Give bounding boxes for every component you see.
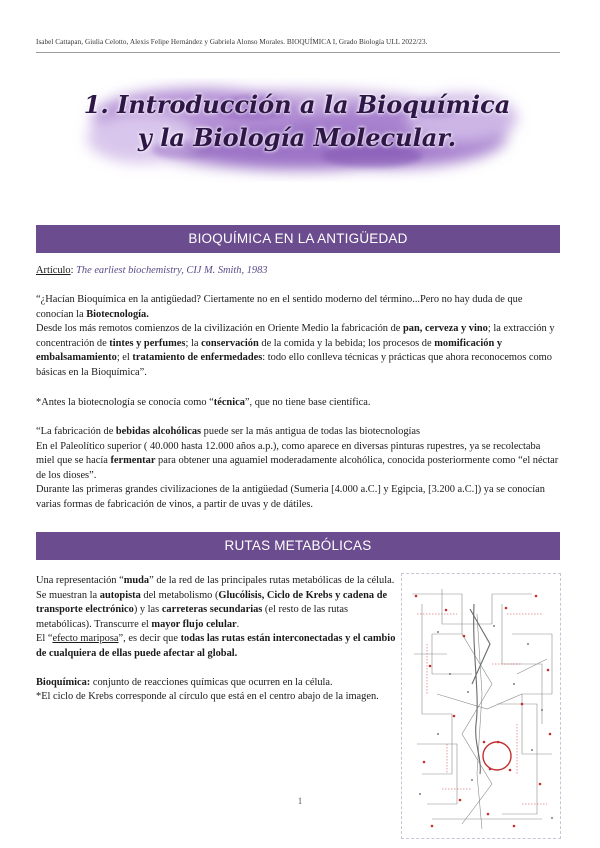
p1-text-4: ; la — [185, 337, 202, 349]
paragraph-biotecnologia — [36, 293, 560, 380]
p1-text-1: “¿Hacían Bioquímica en la antigüedad? Ciertamente no en el sentido moderno del término...Pero no hay duda de que conocían la — [36, 294, 523, 320]
p1-bold-5: momificación y embalsamamiento — [36, 337, 503, 363]
rutas-bold-muda: muda — [123, 575, 150, 586]
article-reference: The earliest biochemistry, CIJ M. Smith, 1983 — [76, 265, 268, 276]
p1-bold-6: tratamiento de enfermedades — [132, 352, 263, 363]
article-label: Artículo — [36, 265, 71, 276]
paragraph-bebidas — [36, 425, 560, 512]
p1-bold-3: tintes y perfumes — [109, 337, 186, 349]
p3-text-3: En el Paleolítico superior ( 40.000 hasta 12.000 años a.p.), como aparece en diversas pinturas rupestres, ya se recolectaba miel que se hacía — [36, 440, 541, 466]
article-citation — [36, 264, 560, 279]
rutas-bold-carreteras: carreteras secundarias — [161, 604, 263, 615]
rutas-paragraph-2 — [36, 589, 398, 633]
p1-text-3: ; la extracción y concentración de — [36, 323, 555, 349]
rutas-text-2c: del metabolismo ( — [140, 589, 219, 601]
section-heading-rutas: RUTAS METABÓLICAS — [36, 532, 560, 560]
p3-text-2: puede ser la más antigua de todas las biotecnologías — [201, 426, 421, 437]
rutas-paragraph-1 — [36, 574, 398, 589]
p1-bold-4: conservación — [201, 337, 259, 349]
rutas-paragraph-5: *El ciclo de Krebs corresponde al círculo que está en el centro abajo de la imagen. — [36, 691, 379, 702]
p3-bold-2: fermentar — [110, 455, 156, 466]
p1-bold-2: pan, cerveza y vino — [403, 323, 488, 334]
article-separator: : — [70, 265, 77, 276]
header-divider — [36, 52, 560, 53]
p1-text-6: ; el — [116, 352, 133, 363]
rutas-bold-interconectadas: todas las rutas están interconectadas y el cambio de cualquiera de ellas puede afectar al global. — [36, 633, 396, 659]
p1-text-7: : todo ello conlleva técnicas y prácticas que ahora reconocemos como básicas en la Bioquímica”. — [36, 352, 552, 378]
title-line-2: y la Biología Molecular. — [137, 123, 457, 152]
p1-text-5: de la comida y la bebida; los procesos de — [258, 337, 435, 349]
p1-bold-1: Biotecnología. — [86, 308, 149, 320]
document-title — [62, 88, 532, 154]
rutas-text-block — [36, 574, 398, 705]
rutas-text-3c: ”, es decir que — [118, 633, 181, 644]
paragraph-tecnica — [36, 396, 560, 411]
section-heading-antiguedad: BIOQUÍMICA EN LA ANTIGÜEDAD — [36, 225, 560, 253]
rutas-text-2g: (el resto de las rutas metabólicas). Transcurre el — [36, 604, 349, 630]
p2-text-2: ”, que no tiene base científica. — [244, 397, 371, 408]
p2-bold-1: técnica — [213, 397, 245, 408]
rutas-text-2a: Se muestran la — [36, 589, 100, 601]
rutas-bold-flujo: mayor flujo celular — [151, 618, 237, 630]
p3-text-5: Durante las primeras grandes civilizaciones de la antigüedad (Sumeria [4.000 a.C.] y Egipcia, [3.200 a.C.]) ya se conocían varias formas de fabricación de vinos, a partir de uvas y de dátiles. — [36, 484, 545, 510]
rutas-bold-glucolisis: Glucólisis, Ciclo de Krebs y cadena de transporte electrónico — [36, 589, 388, 615]
rutas-bold-bioquimica: Bioquímica: — [36, 676, 91, 688]
rutas-text-2i: . — [236, 618, 240, 630]
page-number: 1 — [297, 796, 303, 806]
title-line-1: 1. Introducción a la Bioquímica — [83, 90, 511, 119]
p3-text-1: “La fabricación de — [36, 426, 116, 437]
rutas-paragraph-3 — [36, 632, 398, 661]
rutas-paragraph-4 — [36, 676, 398, 691]
rutas-text-1a: Una representación “ — [36, 575, 124, 586]
rutas-text-3a: El “ — [36, 633, 53, 644]
rutas-text-1c: ” de la red de las principales rutas metabólicas de la célula. — [149, 575, 395, 586]
rutas-text-4b: conjunto de reacciones químicas que ocurren en la célula. — [90, 676, 333, 688]
p1-text-2: Desde los más remotos comienzos de la civilización en Oriente Medio la fabricación de — [36, 323, 404, 334]
page-header: Isabel Cattapan, Giulia Celotto, Alexis Felipe Hernández y Gabriela Alonso Morales. BIOQUÍMICA I, Grado Biología ULL 2022/23. — [36, 38, 428, 46]
paragraph-spacer — [36, 661, 398, 676]
p2-text-1: *Antes la biotecnología se conocía como “ — [36, 397, 214, 408]
title-banner — [62, 78, 532, 182]
p3-bold-1: bebidas alcohólicas — [115, 426, 202, 437]
rutas-bold-autopista: autopista — [99, 589, 141, 601]
p3-text-4: para obtener una aguamiel moderadamente alcohólica, conocida posteriormente como “el néctar de los dioses”. — [36, 455, 559, 481]
rutas-text-2e: ) y las — [133, 604, 162, 615]
rutas-efecto-mariposa: efecto mariposa — [52, 633, 119, 644]
